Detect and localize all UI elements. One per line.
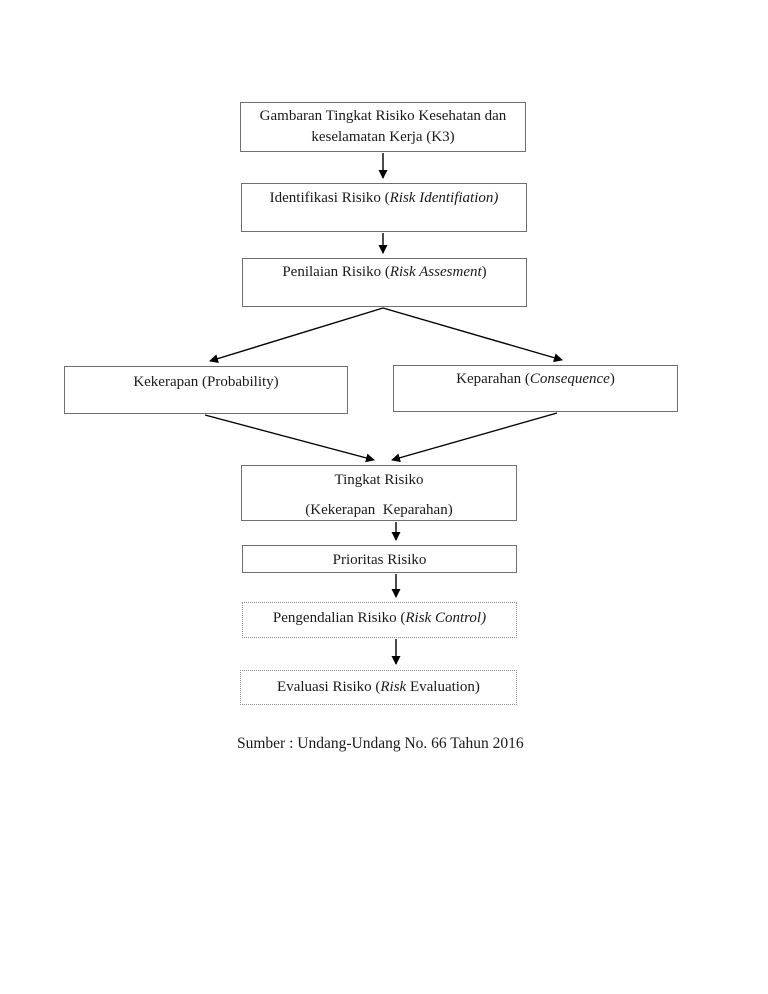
flow-box-identifikasi-label: Identifikasi Risiko ( — [269, 190, 390, 206]
flow-box-pengendalian-label: Pengendalian Risiko ( — [272, 610, 406, 626]
flow-box-penilaian-label: Penilaian Risiko ( — [282, 264, 390, 280]
arrow-keparahan-to-tingkat — [392, 413, 557, 460]
arrow-kekerapan-to-tingkat — [205, 415, 374, 460]
flow-box-gambaran-tingkat-risiko — [240, 102, 526, 152]
flow-box-prioritas-label: Prioritas Risiko — [332, 552, 427, 568]
flow-box-keparahan-label-italic: Consequence — [529, 371, 610, 387]
flow-box-evaluasi-risiko — [240, 670, 517, 705]
flow-box-keparahan-label: Keparahan ( — [456, 371, 530, 387]
arrow-penilaian-to-kekerapan — [210, 308, 383, 361]
flow-box-penilaian-label-italic: Risk Assesment — [389, 264, 482, 280]
flow-box-evaluasi-label-close: Evaluation) — [406, 679, 480, 695]
flow-box-identifikasi-risiko — [241, 183, 527, 232]
flow-box-prioritas-risiko — [242, 545, 517, 573]
flow-box-keparahan-label-close: ) — [609, 371, 615, 387]
flow-box-pengendalian-risiko — [242, 602, 517, 638]
source-caption: Sumber : Undang-Undang No. 66 Tahun 2016 — [237, 735, 524, 752]
flow-box-identifikasi-label-italic: Risk Identifiation) — [389, 190, 499, 206]
flow-box-gambaran-line2: keselamatan Kerja (K3) — [311, 129, 455, 145]
flow-box-tingkat-line2: (Kekerapan Keparahan) — [305, 502, 453, 518]
arrow-penilaian-to-keparahan — [383, 308, 562, 360]
flow-box-kekerapan-label: Kekerapan (Probability) — [133, 374, 279, 390]
flow-box-penilaian-label-close: ) — [481, 264, 487, 280]
flow-box-evaluasi-label: Evaluasi Risiko ( — [277, 679, 381, 695]
flow-box-evaluasi-label-italic: Risk — [380, 679, 407, 695]
flow-box-keparahan-consequence — [393, 365, 678, 412]
flow-box-gambaran-line1: Gambaran Tingkat Risiko Kesehatan dan — [259, 108, 507, 124]
flow-box-kekerapan-probability — [64, 366, 348, 414]
flow-box-pengendalian-label-italic: Risk Control) — [405, 610, 487, 626]
flow-box-tingkat-risiko — [241, 465, 517, 521]
flow-box-tingkat-line1: Tingkat Risiko — [334, 472, 424, 488]
flow-box-penilaian-risiko — [242, 258, 527, 307]
